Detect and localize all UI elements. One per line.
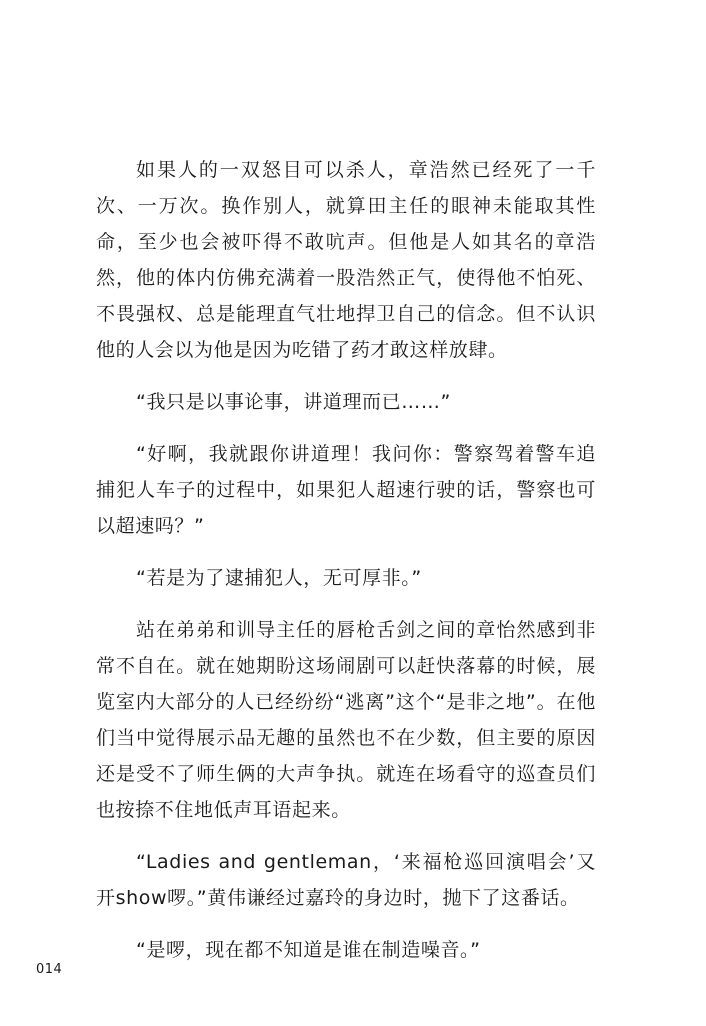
paragraph-2: “我只是以事论事，讲道理而已……” bbox=[136, 391, 451, 413]
paragraph-6: “Ladies and gentleman，‘来福枪巡回演唱会’又开show啰。”黄伟谦经过嘉玲的身边时，抛下了这番话。 bbox=[96, 851, 596, 909]
paragraph-3: “好啊，我就跟你讲道理！我问你：警察驾着警车追捕犯人车子的过程中，如果犯人超速行驶的话，警察也可以超速吗？” bbox=[96, 443, 596, 537]
paragraph-4: “若是为了逮捕犯人，无可厚非。” bbox=[136, 567, 422, 589]
paragraph-1: 如果人的一双怒目可以杀人，章浩然已经死了一千次、一万次。换作别人，就算田主任的眼神未能取其性命，至少也会被吓得不敢吭声。但他是人如其名的章浩然，他的体内仿佛充满着一股浩然正气，使得他不怕死、不畏强权、总是能理直气壮地捍卫自己的信念。但不认识他的人会以为他是因为吃错了药才敢这样放肆。 bbox=[96, 159, 596, 361]
page-number: 014 bbox=[36, 962, 63, 977]
paragraph-5: 站在弟弟和训导主任的唇枪舌剑之间的章怡然感到非常不自在。就在她期盼这场闹剧可以赶快落幕的时候，展览室内大部分的人已经纷纷“逃离”这个“是非之地”。在他们当中觉得展示品无趣的虽然也不在少数，但主要的原因还是受不了师生俩的大声争执。就连在场看守的巡查员们也按捺不住地低声耳语起来。 bbox=[96, 619, 596, 821]
body-text bbox=[96, 152, 596, 968]
paragraph-7: “是啰，现在都不知道是谁在制造噪音。” bbox=[136, 939, 481, 961]
